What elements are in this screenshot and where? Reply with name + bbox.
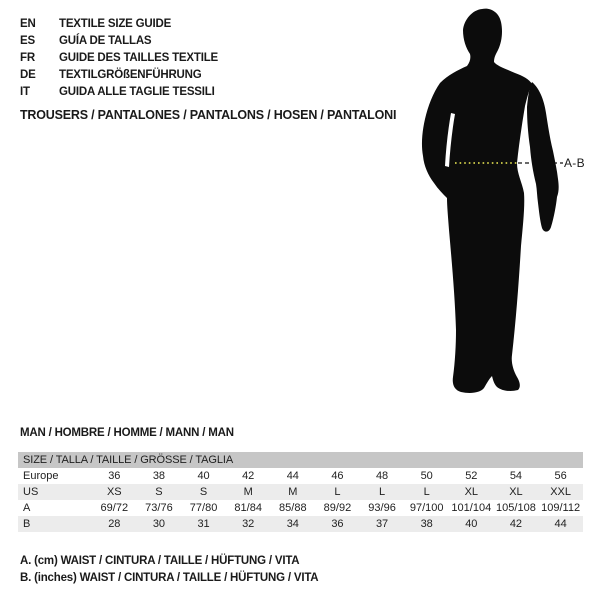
language-label: TEXTILGRÖßENFÜHRUNG: [59, 68, 202, 81]
size-cell: 105/108: [496, 502, 536, 514]
size-cell: 69/72: [100, 502, 129, 514]
note-line-a: A. (cm) WAIST / CINTURA / TAILLE / HÜFTUNG / VITA: [20, 555, 300, 567]
size-cell: 54: [509, 470, 523, 482]
size-cell: 42: [509, 518, 523, 530]
size-cell: XS: [106, 486, 122, 498]
language-row: [20, 49, 218, 66]
size-cell: 38: [420, 518, 433, 530]
man-silhouette: [398, 0, 590, 400]
language-code: EN: [20, 17, 36, 30]
size-cell: 101/104: [451, 502, 492, 514]
row-label: Europe: [23, 470, 59, 482]
measure-label: A-B: [564, 156, 585, 170]
silhouette-body: [422, 9, 532, 393]
size-cell: 77/80: [189, 502, 218, 514]
silhouette-right-arm: [527, 82, 559, 232]
size-cell: S: [199, 486, 208, 498]
language-code: ES: [20, 34, 35, 47]
size-cell: 40: [465, 518, 478, 530]
language-row: [20, 32, 218, 49]
size-cell: 48: [375, 470, 389, 482]
size-cell: 81/84: [234, 502, 262, 514]
size-table-header: SIZE / TALLA / TAILLE / GRÖSSE / TAGLIA: [18, 452, 583, 468]
size-cell: XL: [509, 486, 523, 498]
size-cell: 93/96: [368, 502, 396, 514]
language-label: GUIDE DES TAILLES TEXTILE: [59, 51, 218, 64]
note-line-b: B. (inches) WAIST / CINTURA / TAILLE / HÜFTUNG / VITA: [20, 572, 319, 584]
size-cell: 73/76: [145, 502, 173, 514]
size-cell: 36: [108, 470, 121, 482]
size-cell: 38: [152, 470, 166, 482]
table-row: [18, 484, 583, 500]
size-cell: 30: [152, 518, 166, 530]
language-code: FR: [20, 51, 35, 64]
size-cell: 50: [420, 470, 433, 482]
language-code: DE: [20, 68, 36, 81]
row-label: US: [23, 486, 39, 498]
size-cell: 34: [286, 518, 299, 530]
size-cell: 28: [108, 518, 121, 530]
size-cell: 52: [465, 470, 478, 482]
size-cell: L: [423, 486, 430, 498]
size-cell: L: [379, 486, 386, 498]
size-cell: 85/88: [279, 502, 307, 514]
size-cell: M: [288, 486, 298, 498]
table-row: [18, 500, 583, 516]
size-cell: 97/100: [409, 502, 444, 514]
size-cell: 37: [375, 518, 389, 530]
size-cell: 36: [331, 518, 344, 530]
language-label: GUÍA DE TALLAS: [59, 34, 152, 47]
row-label: A: [23, 502, 31, 514]
size-table-header-row: [18, 452, 583, 468]
size-cell: 40: [197, 470, 210, 482]
category-title: TROUSERS / PANTALONES / PANTALONS / HOSEN / PANTALONI: [20, 108, 397, 122]
measurement-notes: [20, 553, 318, 587]
size-table: [18, 452, 583, 532]
size-cell: 31: [197, 518, 210, 530]
size-cell: 56: [554, 470, 567, 482]
language-label: TEXTILE SIZE GUIDE: [59, 17, 172, 30]
language-list: [20, 15, 218, 100]
size-cell: S: [155, 486, 163, 498]
language-row: [20, 15, 218, 32]
size-cell: 109/112: [541, 502, 581, 514]
size-cell: 44: [286, 470, 299, 482]
language-label: GUIDA ALLE TAGLIE TESSILI: [59, 85, 215, 98]
size-cell: XXL: [550, 486, 572, 498]
row-label: B: [23, 518, 31, 530]
size-cell: L: [334, 486, 341, 498]
size-cell: M: [243, 486, 253, 498]
language-row: [20, 66, 218, 83]
table-row: [18, 468, 583, 484]
table-row: [18, 516, 583, 532]
language-code: IT: [20, 85, 30, 98]
size-cell: 42: [242, 470, 255, 482]
section-title: MAN / HOMBRE / HOMME / MANN / MAN: [20, 427, 234, 439]
size-cell: XL: [464, 486, 479, 498]
size-cell: 32: [242, 518, 255, 530]
size-cell: 44: [554, 518, 567, 530]
size-cell: 89/92: [323, 502, 352, 514]
language-row: [20, 83, 218, 100]
size-cell: 46: [331, 470, 344, 482]
